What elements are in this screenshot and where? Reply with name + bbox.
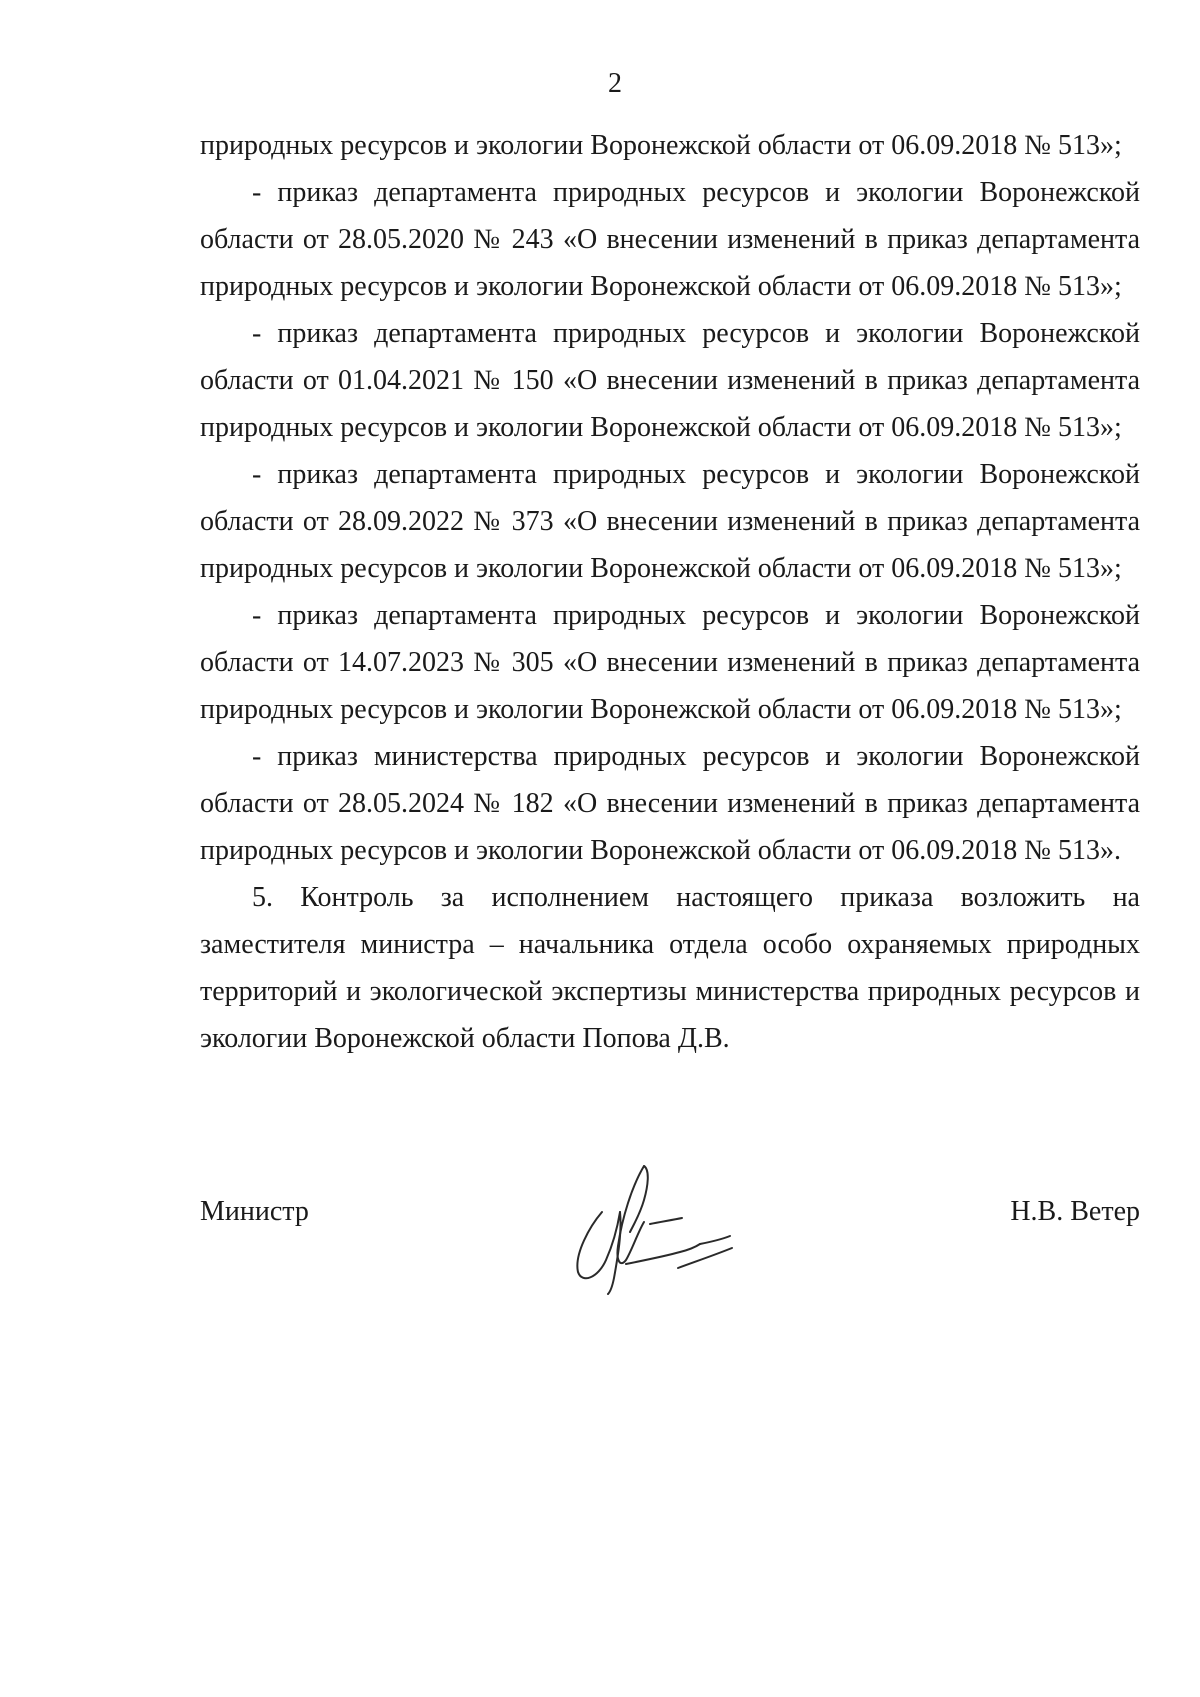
list-item-order-2023: - приказ департамента природных ресурсов и экологии Воронежской области от 14.07.2023 № 305 «О внесении изменений в приказ департамента природных ресурсов и экологии Воронежской области от 06.09.2018 № 513»; — [200, 600, 1140, 725]
document-body — [200, 122, 1140, 1062]
list-item-order-2021: - приказ департамента природных ресурсов и экологии Воронежской области от 01.04.2021 № 150 «О внесении изменений в приказ департамента природных ресурсов и экологии Воронежской области от 06.09.2018 № 513»; — [200, 318, 1140, 443]
page-number: 2 — [608, 68, 622, 99]
list-item-order-2020: - приказ департамента природных ресурсов и экологии Воронежской области от 28.05.2020 № 243 «О внесении изменений в приказ департамента природных ресурсов и экологии Воронежской области от 06.09.2018 № 513»; — [200, 177, 1140, 302]
paragraph-continuation: природных ресурсов и экологии Воронежской области от 06.09.2018 № 513»; — [200, 130, 1122, 161]
signature-block — [200, 1198, 1140, 1308]
signer-name: Н.В. Ветер — [1010, 1196, 1140, 1227]
list-item-order-2024: - приказ министерства природных ресурсов и экологии Воронежской области от 28.05.2024 № 182 «О внесении изменений в приказ департамента природных ресурсов и экологии Воронежской области от 06.09.2018 № 513». — [200, 741, 1140, 866]
paragraph-control-clause: 5. Контроль за исполнением настоящего приказа возложить на заместителя министра – начальника отдела особо охраняемых природных территорий и экологической экспертизы министерства природных ресурсов и экологии Воронежской области Попова Д.В. — [200, 882, 1140, 1054]
signer-title: Министр — [200, 1196, 309, 1227]
list-item-order-2022: - приказ департамента природных ресурсов и экологии Воронежской области от 28.09.2022 № 373 «О внесении изменений в приказ департамента природных ресурсов и экологии Воронежской области от 06.09.2018 № 513»; — [200, 459, 1140, 584]
handwritten-signature — [560, 1160, 740, 1300]
